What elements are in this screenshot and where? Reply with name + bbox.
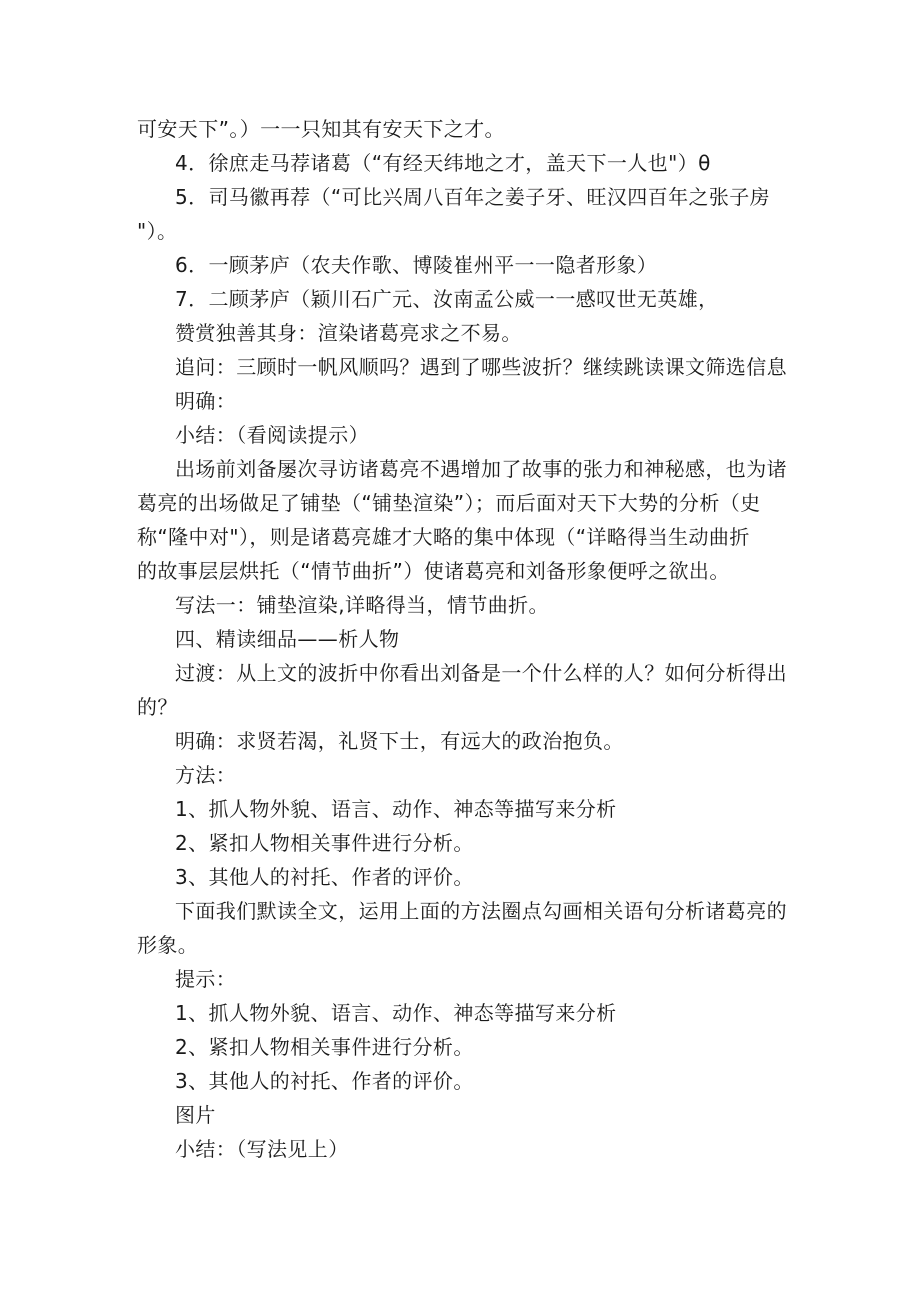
section-heading: 四、精读细品——析人物 [175,627,400,651]
document-body [137,112,787,1166]
list-item: 2、紧扣人物相关事件进行分析。 [175,831,474,855]
paragraph-line: 出场前刘备屡次寻访诸葛亮不遇增加了故事的张力和神秘感，也为诸 [175,457,787,481]
paragraph-line: 的？ [137,695,178,719]
text-line: 提示： [175,967,237,991]
list-item: 7．二顾茅庐（颖川石广元、汝南孟公威一一感叹世无英雄， [175,287,719,311]
list-item: 1、抓人物外貌、语言、动作、神态等描写来分析 [175,1001,617,1025]
list-item: 4．徐庶走马荐诸葛（“有经天纬地之才，盖天下一人也"）θ [175,151,711,175]
list-item: 6．一顾茅庐（农夫作歌、博陵崔州平一一隐者形象） [175,253,658,277]
text-line: 写法一：铺垫渲染,详略得当，情节曲折。 [175,593,549,617]
text-line: 可安天下”。）一一只知其有安天下之才。 [137,117,505,141]
paragraph-line: 葛亮的出场做足了铺垫（“铺垫渲染”）；而后面对天下大势的分析（史 [137,491,761,515]
list-item: 3、其他人的衬托、作者的评价。 [175,865,474,889]
text-line: 小结：（写法见上） [175,1137,349,1161]
paragraph-line: 的故事层层烘托（“情节曲折”）使诸葛亮和刘备形象便呼之欲出。 [137,559,730,583]
paragraph-line: 下面我们默读全文，运用上面的方法圈点勾画相关语句分析诸葛亮的 [175,899,787,923]
text-line: "）。 [137,219,178,243]
list-item: 1、抓人物外貌、语言、动作、神态等描写来分析 [175,797,617,821]
list-item: 5．司马徽再荐（“可比兴周八百年之姜子牙、旺汉四百年之张子房 [175,185,771,209]
text-line: 方法： [175,763,237,787]
paragraph-line: 形象。 [137,933,199,957]
text-line: 明确： [175,389,237,413]
list-item: 3、其他人的衬托、作者的评价。 [175,1069,474,1093]
text-line: 赞赏独善其身：渲染诸葛亮求之不易。 [175,321,522,345]
paragraph-line: 过渡：从上文的波折中你看出刘备是一个什么样的人？如何分析得出 [175,661,787,685]
list-item: 2、紧扣人物相关事件进行分析。 [175,1035,474,1059]
text-line: 追问：三顾时一帆风顺吗？遇到了哪些波折？继续跳读课文筛选信息 [175,355,787,379]
text-line: 明确：求贤若渴，礼贤下士，有远大的政治抱负。 [175,729,624,753]
paragraph-line: 称“隆中对"），则是诸葛亮雄才大略的集中体现（“详略得当生动曲折 [137,525,750,549]
text-line: 图片 [175,1103,216,1127]
text-line: 小结：（看阅读提示） [175,423,369,447]
